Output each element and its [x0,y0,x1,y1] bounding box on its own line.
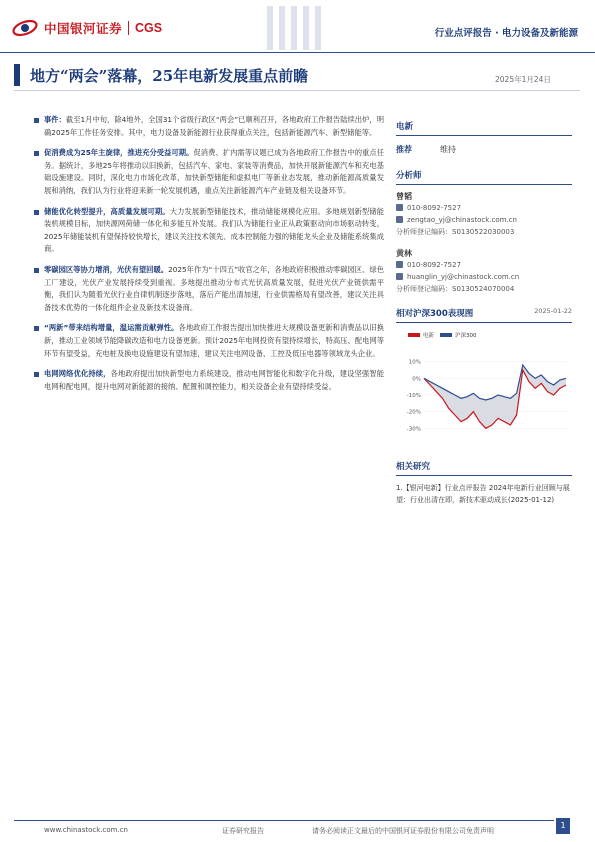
analyst-heading: 分析师 [396,169,572,185]
paragraph-lead: 储能优化转型提升，高质量发展可期。 [44,206,170,216]
legend-label-index: 沪深300 [455,333,477,339]
email-icon [396,216,403,223]
bullet-icon [34,210,39,215]
company-logo [12,14,162,42]
paragraph-grid [44,368,384,393]
relative-performance-chart [396,327,572,452]
paragraph-text: 2025年作为“十四五”收官之年，各地政府积极推动零碳园区、绿色工厂建设，光伏产业发展持续受到重视。多地提出推动分布式光伏高质量发展，促进光伏产业链供需平衡，我们认为随着光伏行业自律机制逐步落地，落后产能出清加速，行业供需格局有望改善，建议关注具备技术优势的一体化组件企业及新技术设备商。 [44,264,384,312]
bullet-icon [34,326,39,331]
paragraph-lead: “两新”带来结构增量，温运需贡献弹性。 [44,323,179,333]
rating-row [396,144,572,155]
analyst-name: 曾韬 [396,192,412,201]
footer-url[interactable]: www.chinastock.com.cn [44,826,128,834]
logo-text-en: CGS [135,21,163,35]
paragraph-two-new [44,322,384,360]
legend-swatch-index [440,333,452,337]
y-tick-label: 10% [408,359,421,366]
legend-item-index [440,331,477,339]
footer-disclaimer: 请务必阅读正文最后的中国银河证券股份有限公司免责声明 [312,827,494,835]
paragraph-consumption [44,147,384,197]
phone-icon [396,261,403,268]
bullet-icon [34,268,39,273]
title-divider [14,90,580,91]
page-number: 1 [556,818,570,834]
analyst-card [396,191,572,238]
cgs-watermark-icon [262,2,326,54]
legend-item-sector [408,331,434,339]
paragraph-lead: 促消费成为25年主旋律，推进充分受益可期。 [44,148,194,158]
chart-legend [408,331,483,339]
paragraph-lead: 事件： [44,115,66,124]
paragraph-lead: 零碳园区等协力增消，光伏有望回暖。 [44,264,169,274]
chart-date: 2025-01-22 [534,307,572,315]
y-tick-label: -20% [406,409,421,416]
footer-divider [14,820,554,821]
bullet-icon [34,118,39,123]
y-tick-label: -10% [406,393,421,399]
rating-key: 推荐 [396,145,412,154]
paragraph-text: 促消费、扩内需等议题已成为各地政府工作报告中的重点任务。据统计，多地25年将推动以旧换新，包括汽车、家电、家装等消费品，加快开展新能源汽车和充电基础设施建设。同时，深化电力市场化改革，加快新型储能和虚拟电厂等新业态发展，推动新能源高质量发展和消纳，我们认为行业将迎来新一轮发展机遇，重点关注新能源汽车产业链及相关设备环节。 [44,148,384,195]
email-icon [396,273,403,280]
chart-heading-row [396,307,572,323]
analyst-card [396,248,572,295]
chart-heading: 相对沪深300表现图 [396,309,474,319]
paragraph-storage [44,206,384,256]
header-divider [0,52,595,53]
phone-text: 010-8092-7527 [407,204,462,212]
paragraph-event [44,114,384,139]
email-text: zengtao_yj@chinastock.com.cn [407,216,517,224]
main-content [44,114,384,401]
sidebar [396,114,572,506]
rating-value: 维持 [440,145,456,154]
bullet-icon [34,372,39,377]
paragraph-lead: 电网网络优化持续， [44,369,111,379]
analyst-name: 黄林 [396,249,412,258]
legend-swatch-sector [408,333,420,337]
paragraph-photovoltaic [44,264,384,314]
analyst-license: 分析师登记编码：S0130524070004 [396,285,515,293]
related-research-heading: 相关研究 [396,460,572,476]
galaxy-logo-icon [12,17,38,39]
report-date: 2025年1月24日 [495,75,551,84]
analyst-license: 分析师登记编码：S0130522030003 [396,228,515,236]
paragraph-text: 截至1月中旬，除4地外，全国31个省级行政区“两会”已顺利召开，各地政府工作报告陆续出炉，明确2025年工作任务安排。其中，电力设备及新能源行业获得重点关注，包括新能源汽车、新型储能等。 [44,115,384,137]
paragraph-text: 各地政府工作报告提出加快推进大规模设备更新和消费品以旧换新，推动工业领域节能降碳改造和电力设备更新。预计2025年电网投资有望持续增长，特高压、配电网等环节有望受益，充电桩及换电设施建设有望加速，建议关注电网设备、工控及低压电器等领域龙头企业。 [44,323,384,358]
email-text: huanglin_yj@chinastock.com.cn [407,273,520,281]
analyst-phone [396,259,572,271]
page-header [0,0,595,56]
analyst-email[interactable] [396,271,572,283]
paragraph-text: 大力发展新型储能技术，推动储能规模化应用。多地规划新型储能装机规模目标，加快源网荷储一体化和多能互补发展。我们认为储能行业正从政策驱动向市场驱动转变，2025年储能装机有望保持较快增长，建议关注技术领先、成本控制能力强的储能龙头企业及储能系统集成商。 [44,206,384,254]
report-type: 行业点评报告 · 电力设备及新能源 [434,28,578,39]
logo-separator [128,21,129,35]
paragraph-text: 各地政府提出加快新型电力系统建设，推动电网智能化和数字化升级，建设坚强智能电网和配电网，提升电网对新能源的接纳、配置和调控能力，相关设备企业有望持续受益。 [44,369,385,391]
y-tick-label: 0% [412,376,421,383]
legend-label-sector: 电新 [423,333,435,339]
logo-text-cn: 中国银河证券 [44,21,123,36]
report-title: 地方“两会”落幕，25年电新发展重点前瞻 [30,67,309,85]
phone-icon [396,204,403,211]
phone-text: 010-8092-7527 [407,261,462,269]
title-accent-bar [14,64,20,86]
analyst-phone [396,202,572,214]
chart-plot [396,327,572,452]
related-research-item[interactable]: 1.【银河电新】行业点评报告 2024年电新行业回顾与展望：行业出清在即，新技术驱动成长(2025-01-12) [396,484,570,504]
footer-center: 证券研究报告 [222,827,264,835]
analyst-email[interactable] [396,214,572,226]
bullet-icon [34,151,39,156]
y-tick-label: -30% [406,426,421,433]
rating-heading: 电新 [396,120,572,136]
